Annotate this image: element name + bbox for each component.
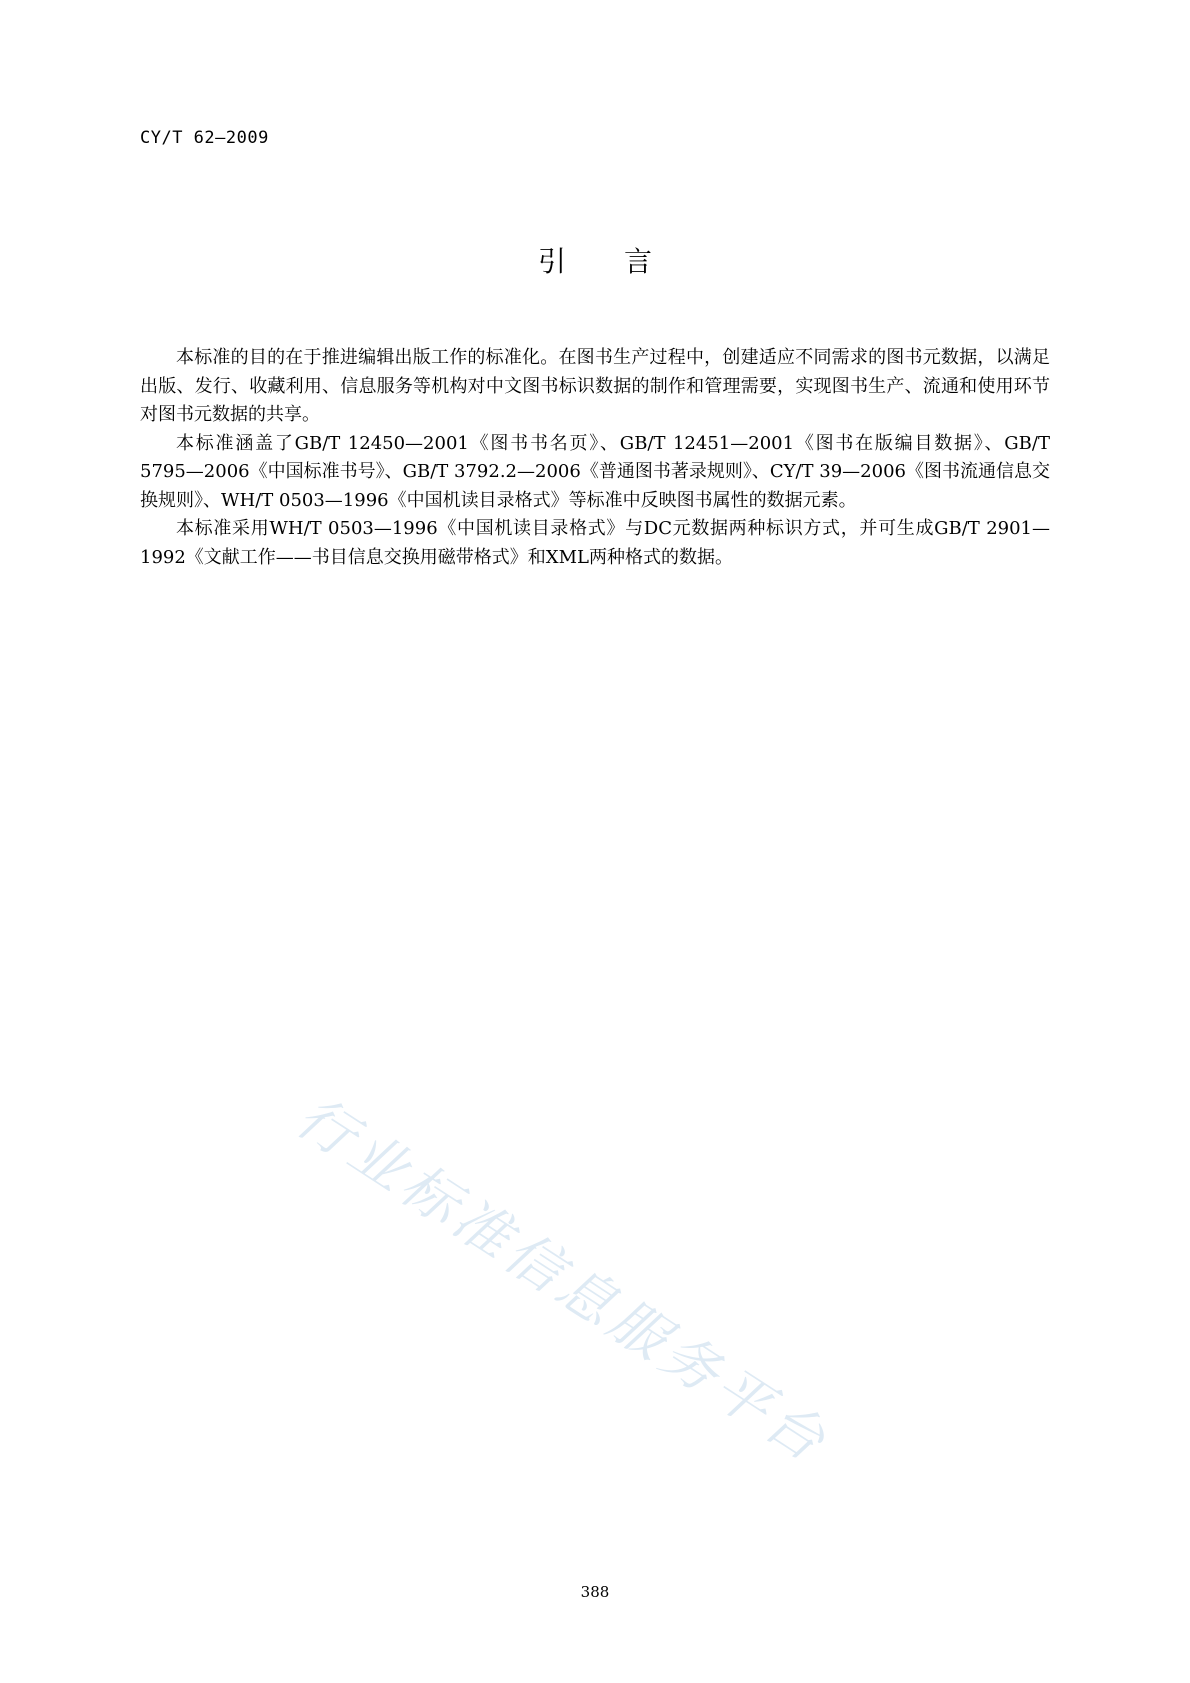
paragraph-purpose: 本标准的目的在于推进编辑出版工作的标准化。在图书生产过程中，创建适应不同需求的图书元数据，以满足出版、发行、收藏利用、信息服务等机构对中文图书标识数据的制作和管理需要，实现图书生产、流通和使用环节对图书元数据的共享。 (140, 347, 1050, 425)
document-code: CY/T 62—2009 (140, 128, 269, 148)
page-number: 388 (580, 1583, 610, 1601)
paragraph-method: 本标准采用WH/T 0503—1996《中国机读目录格式》与DC元数据两种标识方式，并可生成GB/T 2901—1992《文献工作——书目信息交换用磁带格式》和XML两种格式的数据。 (140, 518, 1050, 568)
paragraph-scope: 本标准涵盖了GB/T 12450—2001《图书书名页》、GB/T 12451—2001《图书在版编目数据》、GB/T 5795—2006《中国标准书号》、GB/T 3792.2—2006《普通图书著录规则》、CY/T 39—2006《图书流通信息交换规则》、WH/T 0503—1996《中国机读目录格式》等标准中反映图书属性的数据元素。 (140, 432, 1050, 511)
watermark: 行业标准信息服务平台 (284, 1084, 841, 1477)
page-title: 引言 (537, 245, 710, 278)
body-text (140, 344, 1050, 572)
